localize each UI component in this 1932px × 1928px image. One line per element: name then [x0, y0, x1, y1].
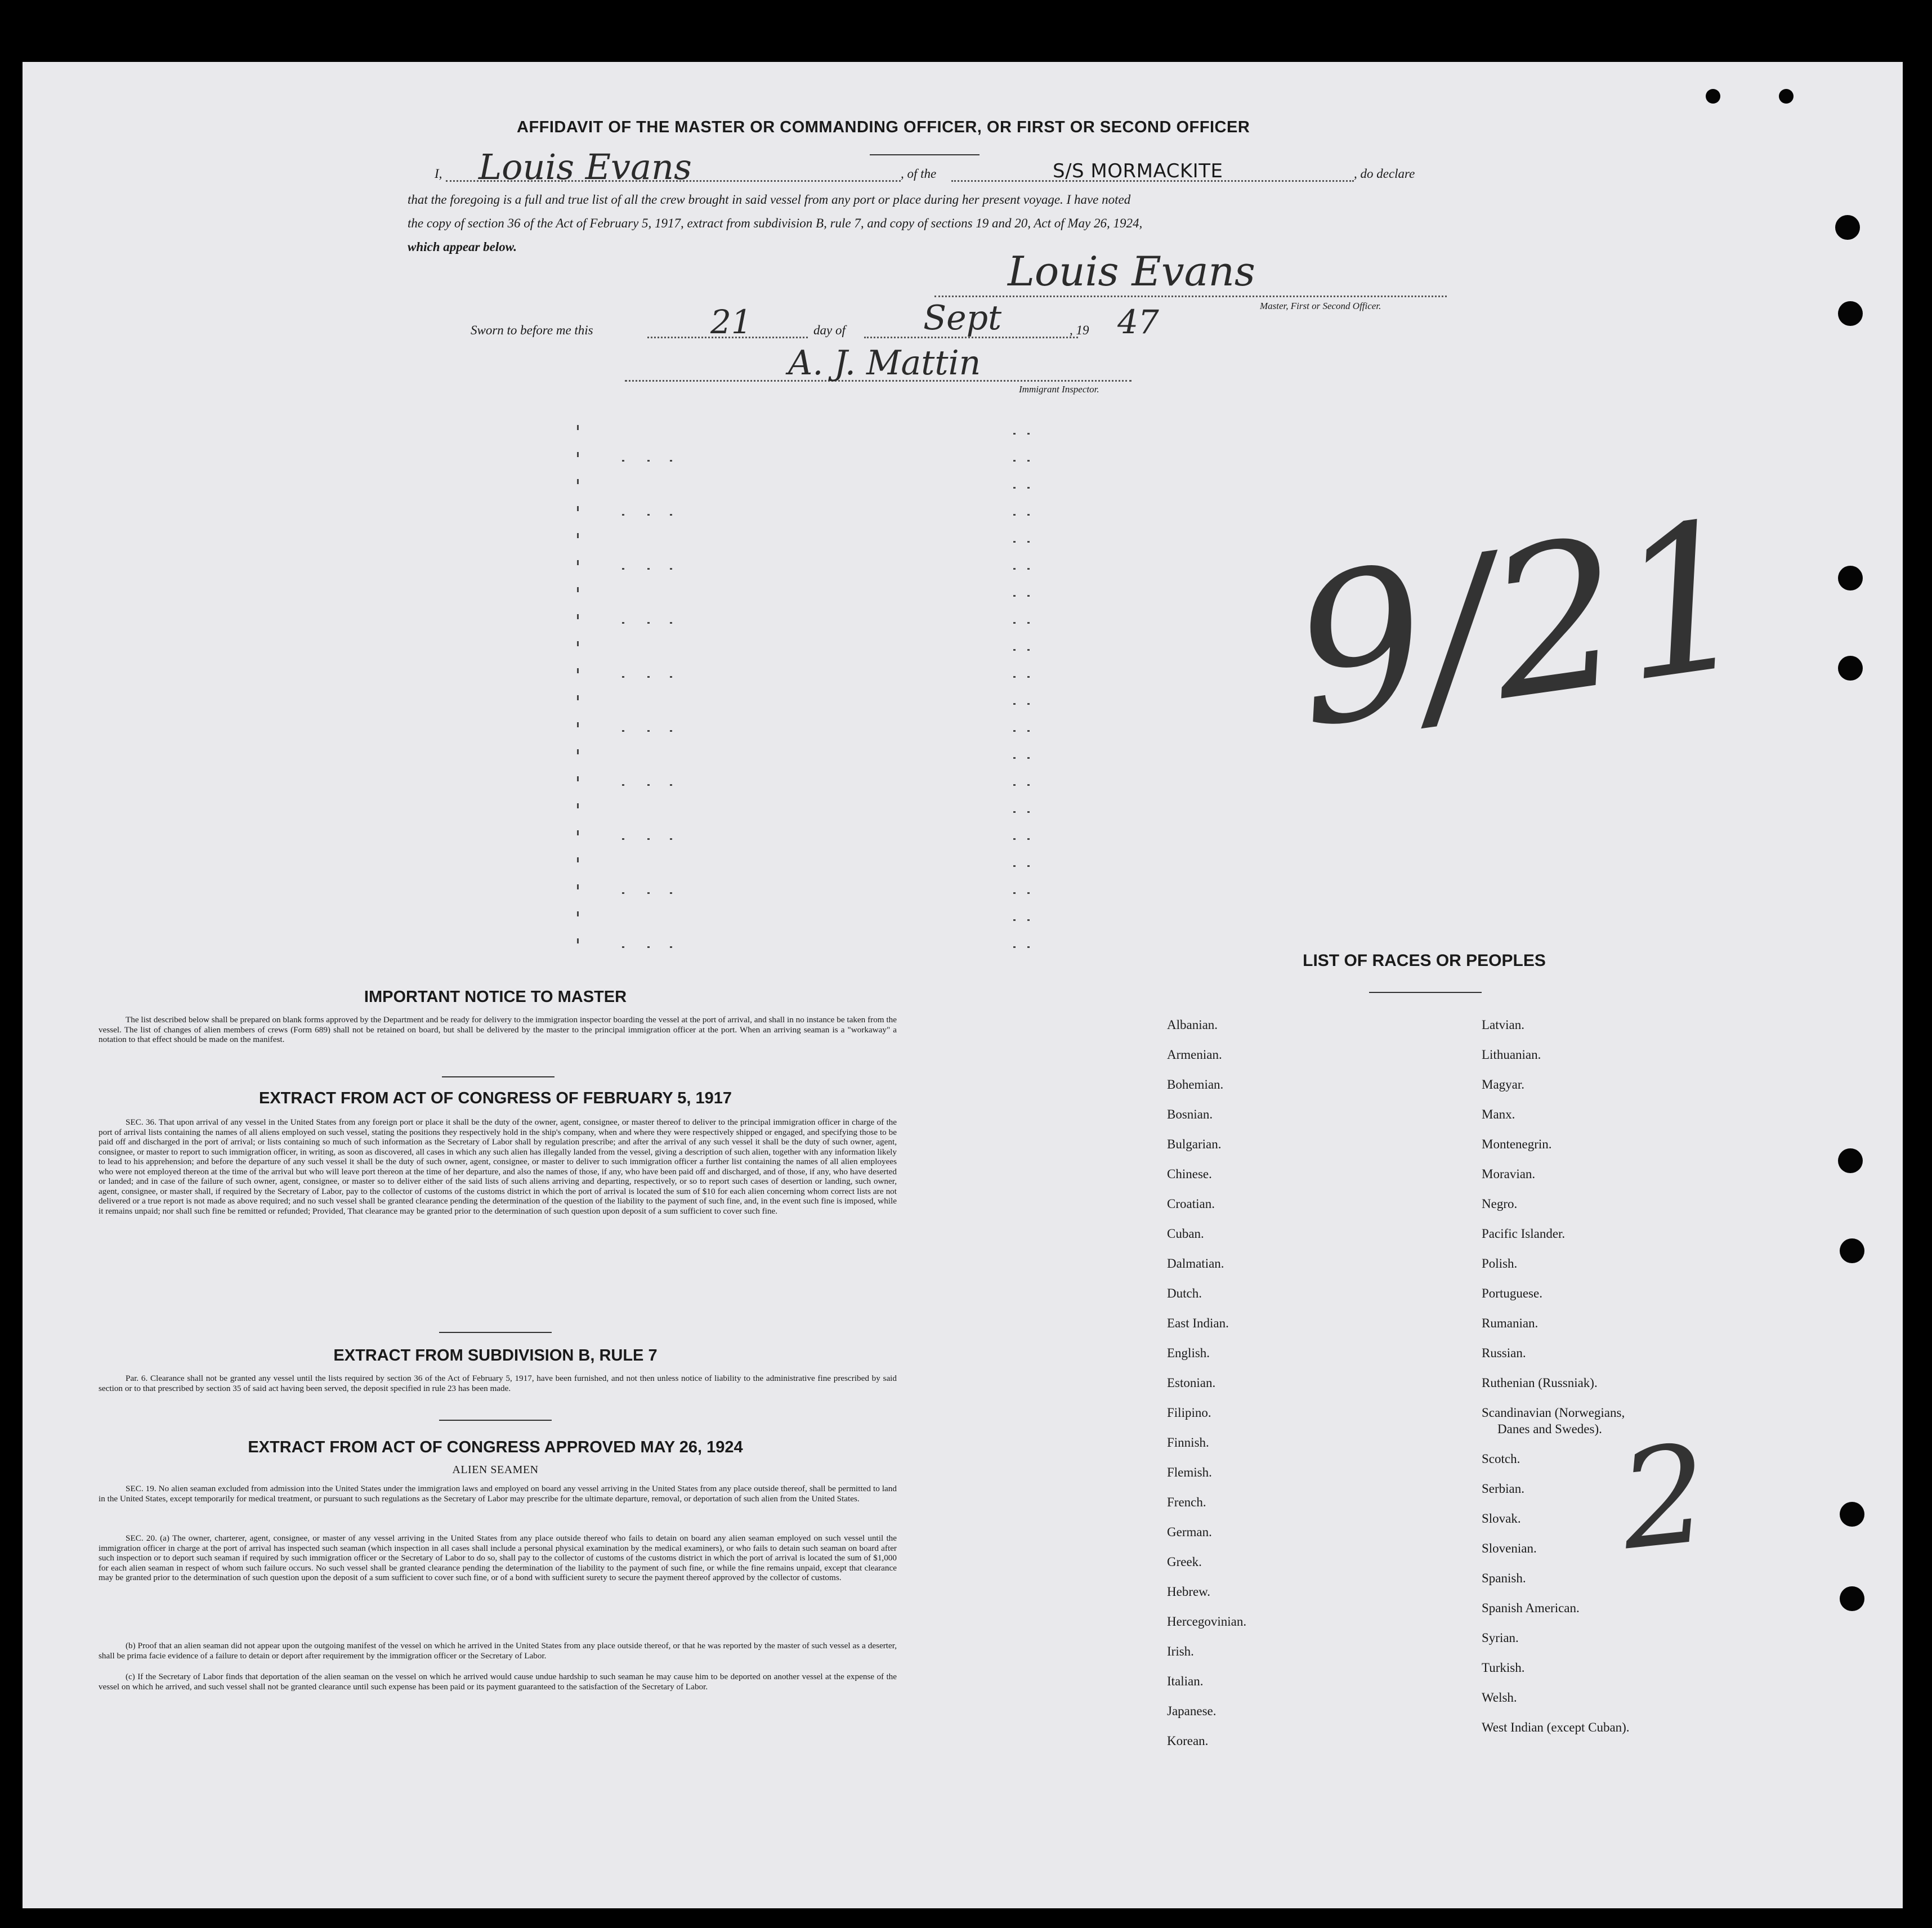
race-item: Welsh.	[1482, 1690, 1517, 1705]
ledger-tick	[577, 641, 579, 646]
ledger-tick	[577, 668, 579, 673]
race-item: Irish.	[1167, 1644, 1194, 1658]
race-item: Bohemian.	[1167, 1077, 1224, 1092]
declaration-line-2: the copy of section 36 of the Act of February 5, 1917, extract from subdivision B, rule 7, and copy of sections 19 and 20, Act of May 26, 1924,	[408, 216, 1143, 230]
ledger-dot	[647, 730, 650, 732]
i-label: I,	[435, 167, 442, 181]
ledger-dot	[1027, 784, 1030, 786]
sworn-label: Sworn to before me this	[471, 323, 593, 337]
ledger-tick	[577, 479, 579, 484]
race-item: Montenegrin.	[1482, 1137, 1552, 1151]
handwritten-check-mark: 2	[1613, 1414, 1715, 1581]
race-item: Slovak.	[1482, 1511, 1521, 1526]
race-item: East Indian.	[1167, 1316, 1229, 1330]
race-item: Finnish.	[1167, 1435, 1209, 1450]
race-item: Spanish American.	[1482, 1601, 1580, 1615]
race-item: Polish.	[1482, 1256, 1518, 1271]
race-item: English.	[1167, 1346, 1210, 1360]
extract-1924-sec20b: (b) Proof that an alien seaman did not appear upon the outgoing manifest of the vessel on which he arrived in the United States from any place outside thereof, or that he was reported by the master of such vessel as a deserter, shall be prima facie evidence of a failure to detain or deport after requirement by the immigration officer or the Secretary of Labor.	[99, 1641, 897, 1661]
race-item: Greek.	[1167, 1555, 1202, 1569]
ledger-dot	[670, 568, 672, 570]
ledger-dot	[622, 568, 624, 570]
race-item: Bulgarian.	[1167, 1137, 1222, 1151]
ledger-dot	[1013, 541, 1016, 543]
race-item: Rumanian.	[1482, 1316, 1539, 1330]
ledger-dot	[647, 568, 650, 570]
extract-1917-heading: EXTRACT FROM ACT OF CONGRESS OF FEBRUARY 5, 1917	[258, 1089, 732, 1107]
declaration-line-3: which appear below.	[408, 240, 517, 254]
day-of-label: day of	[813, 323, 846, 337]
ledger-tick	[577, 938, 579, 943]
race-item: Italian.	[1167, 1674, 1204, 1688]
punch-hole	[1838, 566, 1863, 591]
ledger-tick	[577, 695, 579, 700]
ledger-dot	[1027, 946, 1030, 948]
ledger-dot	[1027, 460, 1030, 462]
ledger-dot	[1013, 433, 1016, 435]
punch-hole	[1779, 89, 1794, 104]
ledger-dot	[647, 460, 650, 462]
ledger-dot	[1013, 568, 1016, 570]
race-item: West Indian (except Cuban).	[1482, 1720, 1630, 1734]
race-item: French.	[1167, 1495, 1206, 1509]
ledger-dot	[1013, 838, 1016, 840]
do-declare-label: , do declare	[1354, 167, 1415, 181]
ledger-tick	[577, 911, 579, 916]
race-item: Lithuanian.	[1482, 1048, 1541, 1062]
ledger-dot	[622, 622, 624, 624]
ledger-dot	[1013, 514, 1016, 516]
race-item: Serbian.	[1482, 1482, 1525, 1496]
vessel-name: S/S MORMACKITE	[1053, 160, 1223, 182]
race-item: Turkish.	[1482, 1661, 1525, 1675]
ledger-dot	[622, 784, 624, 786]
ledger-dot	[1013, 892, 1016, 894]
race-item: Syrian.	[1482, 1631, 1519, 1645]
ledger-dot	[670, 514, 672, 516]
notice-body: The list described below shall be prepared on blank forms approved by the Department and be ready for delivery to the immigration inspector boarding the vessel at the port of arrival, and shall in no instance be taken from the vessel. The list of changes of alien members of crews (Form 689) shall not be retained on board, but shall be delivered by the master to the principal immigration officer at the port. When an arriving seaman is a "workaway" a notation to that effect should be made on the manifest.	[99, 1015, 897, 1044]
section-rule	[439, 1420, 552, 1421]
ledger-dot	[1027, 865, 1030, 867]
ledger-dot	[1027, 595, 1030, 597]
ledger-tick	[577, 803, 579, 808]
punch-hole	[1706, 89, 1720, 104]
ledger-dot	[1013, 487, 1016, 489]
inspector-caption: Immigrant Inspector.	[1019, 384, 1099, 395]
title-rule	[870, 154, 980, 155]
punch-hole	[1840, 1238, 1864, 1263]
race-item: Dutch.	[1167, 1286, 1202, 1300]
ledger-dot	[1013, 622, 1016, 624]
race-item: Magyar.	[1482, 1077, 1525, 1092]
ledger-dot	[647, 838, 650, 840]
punch-hole	[1838, 301, 1863, 326]
ledger-dot	[670, 676, 672, 678]
race-item: Pacific Islander.	[1482, 1227, 1566, 1241]
ledger-dot	[1013, 649, 1016, 651]
race-item: Flemish.	[1167, 1465, 1212, 1479]
ledger-dot	[622, 892, 624, 894]
race-item: Croatian.	[1167, 1197, 1215, 1211]
race-item: Filipino.	[1167, 1406, 1211, 1420]
affidavit-title: AFFIDAVIT OF THE MASTER OR COMMANDING OFFICER, OR FIRST OR SECOND OFFICER	[517, 118, 1250, 136]
handwritten-date-mark: 9/21	[1280, 476, 1764, 773]
ledger-tick	[577, 560, 579, 565]
extract-rule7-heading: EXTRACT FROM SUBDIVISION B, RULE 7	[333, 1347, 658, 1365]
ledger-dot	[1013, 730, 1016, 732]
ledger-dot	[1027, 568, 1030, 570]
ledger-tick	[577, 749, 579, 754]
ledger-dot	[1027, 487, 1030, 489]
race-item: Albanian.	[1167, 1018, 1218, 1032]
race-item: Spanish.	[1482, 1571, 1526, 1585]
ledger-dot	[1027, 703, 1030, 705]
year-prefix: , 19	[1070, 323, 1089, 337]
ledger-dot	[1027, 541, 1030, 543]
punch-hole	[1840, 1502, 1864, 1527]
ledger-dot	[1027, 514, 1030, 516]
race-item: Dalmatian.	[1167, 1256, 1224, 1271]
ledger-tick	[577, 425, 579, 430]
ledger-dot	[1013, 784, 1016, 786]
ledger-dot	[1013, 946, 1016, 948]
races-heading: LIST OF RACES OR PEOPLES	[1303, 951, 1546, 970]
master-name-handwritten: Louis Evans	[478, 146, 692, 187]
ledger-dot	[670, 946, 672, 948]
extract-1924-heading: EXTRACT FROM ACT OF CONGRESS APPROVED MAY 26, 1924	[248, 1438, 743, 1456]
ledger-dot	[1027, 730, 1030, 732]
notice-heading: IMPORTANT NOTICE TO MASTER	[364, 988, 627, 1006]
race-item: Portuguese.	[1482, 1286, 1542, 1300]
race-item: Latvian.	[1482, 1018, 1524, 1032]
race-item: Japanese.	[1167, 1704, 1217, 1718]
ledger-dot	[670, 730, 672, 732]
ledger-tick	[577, 533, 579, 538]
inspector-signature: A. J. Mattin	[788, 343, 981, 383]
master-signature: Louis Evans	[1008, 248, 1255, 295]
race-item: Hebrew.	[1167, 1585, 1211, 1599]
ledger-dot	[1013, 919, 1016, 921]
ledger-dot	[1027, 622, 1030, 624]
race-item: Korean.	[1167, 1734, 1209, 1748]
race-item: Scandinavian (Norwegians,	[1482, 1406, 1625, 1420]
punch-hole	[1835, 215, 1860, 240]
ledger-dot	[622, 460, 624, 462]
ledger-dot	[670, 622, 672, 624]
ledger-tick	[577, 452, 579, 457]
ledger-dot	[1027, 433, 1030, 435]
ledger-dot	[647, 946, 650, 948]
ledger-dot	[1027, 676, 1030, 678]
races-rule	[1369, 992, 1482, 993]
ledger-tick	[577, 614, 579, 619]
extract-1924-sec20a: SEC. 20. (a) The owner, charterer, agent, consignee, or master of any vessel arriving in the United States from any place outside thereof who fails to detain on board any alien seaman employed on such vessel until the immigration officer in charge at the port of arrival has inspected such seaman (which inspection in all cases shall include a personal physical examination by the medical examiners), or who fails to detain such seaman on board after such inspection or to deport such seaman if required by such immigration officer or the Secretary of Labor to do so, shall pay to the collector of customs of the customs district in which the port of arrival is located the sum of $1,000 for each alien seaman in respect of whom such failure occurs. No such vessel shall be granted clearance pending the determination of the liability to the payment of such fine, or while the fine remains unpaid, except that clearance may be granted prior to the determination of such question upon the deposit of a sum sufficient to cover such fine, or of a bond with sufficient surety to secure the payment thereof approved by the collector of customs.	[99, 1533, 897, 1582]
ledger-dot	[647, 784, 650, 786]
punch-hole	[1838, 656, 1863, 681]
race-item: Manx.	[1482, 1107, 1515, 1121]
race-item: Cuban.	[1167, 1227, 1204, 1241]
ledger-tick	[577, 722, 579, 727]
ledger-dot	[622, 514, 624, 516]
alien-seamen-subheading: ALIEN SEAMEN	[452, 1464, 539, 1476]
master-caption: Master, First or Second Officer.	[1260, 301, 1381, 311]
ledger-dot	[1013, 595, 1016, 597]
race-item: Bosnian.	[1167, 1107, 1213, 1121]
ledger-dot	[1013, 703, 1016, 705]
ledger-dot	[1027, 811, 1030, 813]
ledger-tick	[577, 857, 579, 862]
ledger-dot	[1027, 757, 1030, 759]
ledger-tick	[577, 830, 579, 835]
extract-rule7-body: Par. 6. Clearance shall not be granted any vessel until the lists required by section 36 of the Act of February 5, 1917, have been furnished, and not then unless notice of liability to the administrative fine prescribed by said section or to that prescribed by section 35 of said act having been served, the deposit specified in rule 23 has been made.	[99, 1374, 897, 1393]
race-item: Danes and Swedes).	[1497, 1422, 1602, 1436]
race-item: Slovenian.	[1482, 1541, 1537, 1555]
ledger-dot	[670, 892, 672, 894]
section-rule	[442, 1076, 554, 1077]
race-item: Hercegovinian.	[1167, 1614, 1247, 1629]
ledger-dot	[1027, 892, 1030, 894]
ledger-tick	[577, 587, 579, 592]
ledger-tick	[577, 884, 579, 889]
ledger-dot	[1013, 811, 1016, 813]
race-item: Scotch.	[1482, 1452, 1520, 1466]
ledger-dot	[1027, 838, 1030, 840]
race-item: Moravian.	[1482, 1167, 1536, 1181]
sworn-year: 47	[1117, 303, 1159, 341]
race-item: Armenian.	[1167, 1048, 1222, 1062]
ledger-dot	[647, 514, 650, 516]
signature-blank	[934, 296, 1447, 297]
punch-hole	[1838, 1148, 1863, 1173]
ledger-dot	[1027, 919, 1030, 921]
ledger-dot	[647, 892, 650, 894]
of-the-label: , of the	[901, 167, 937, 181]
ledger-dot	[622, 946, 624, 948]
declaration-line-1: that the foregoing is a full and true list of all the crew brought in said vessel from any port or place during her present voyage. I have noted	[408, 193, 1131, 207]
ledger-dot	[1027, 649, 1030, 651]
sworn-day: 21	[710, 303, 752, 341]
ledger-dot	[1013, 865, 1016, 867]
ledger-dot	[670, 460, 672, 462]
race-item: Ruthenian (Russniak).	[1482, 1376, 1598, 1390]
ledger-dot	[647, 676, 650, 678]
ledger-dot	[670, 784, 672, 786]
race-item: Negro.	[1482, 1197, 1518, 1211]
ledger-dot	[1013, 460, 1016, 462]
ledger-tick	[577, 776, 579, 781]
ledger-dot	[647, 622, 650, 624]
ledger-dot	[622, 730, 624, 732]
ledger-dot	[622, 838, 624, 840]
ledger-dot	[1013, 676, 1016, 678]
extract-1917-body: SEC. 36. That upon arrival of any vessel in the United States from any foreign port or place it shall be the duty of the owner, agent, consignee, or master thereof to deliver to the principal immigration officer in charge of the port of arrival lists containing the names of all aliens employed on such vessel, stating the positions they respectively hold in the ship's company, when and where they were respectively shipped or engaged, and specifying those to be paid off and discharged in the port of arrival; or lists containing so much of such information as the Secretary of Labor shall by regulation prescribe; and after the arrival of any such vessel it shall be the duty of such owner, agent, consignee, or master to report to such immigration officer, in writing, as soon as discovered, all cases in which any such alien has illegally landed from the vessel, giving a description of such alien, together with any information likely to lead to his apprehension; and before the departure of any such vessel it shall be the duty of such owner, agent, consignee, or master to deliver to such immigration officer a further list containing the names of all alien employees who were not employed thereon at the time of the arrival but who will leave port thereon at the time of her departure, and also the names of those, if any, who have been paid off and discharged, and of those, if any, who have deserted or landed; and in case of the failure of such owner, agent, consignee, or master so to deliver either of the said lists of such aliens arriving and departing, respectively, or so to report such cases of desertion or landing, such owner, agent, consignee, or master shall, if required by the Secretary of Labor, pay to the collector of customs of the customs district in which the port of arrival is located the sum of $10 for each alien concerning whom correct lists are not delivered or a true report is not made as above required; and no such vessel shall be granted clearance pending the determination of the question of the liability to the payment of such fine, and, in the event such fine is imposed, while it remains unpaid; nor shall such fine be remitted or refunded; Provided, That clearance may be granted prior to the determination of such question upon deposit of a sum sufficient to cover such fine.	[99, 1117, 897, 1216]
extract-1924-sec19: SEC. 19. No alien seaman excluded from admission into the United States under the immigration laws and employed on board any vessel arriving in the United States from any place outside thereof, shall be permitted to land in the United States, except temporarily for medical treatment, or pursuant to such regulations as the Secretary of Labor may prescribe for the ultimate departure, removal, or deportation of such alien from the United States.	[99, 1484, 897, 1504]
ledger-tick	[577, 506, 579, 511]
extract-1924-sec20c: (c) If the Secretary of Labor finds that deportation of the alien seaman on the vessel on which he arrived would cause undue hardship to such seaman he may cause him to be deported on another vessel at the expense of the vessel on which he arrived, and such vessel shall not be granted clearance until such expense has been paid or its payment guaranteed to the satisfaction of the Secretary of Labor.	[99, 1672, 897, 1692]
ledger-dot	[1013, 757, 1016, 759]
race-item: Estonian.	[1167, 1376, 1216, 1390]
race-item: Chinese.	[1167, 1167, 1212, 1181]
sworn-month: Sept	[923, 298, 1002, 338]
ledger-dot	[622, 676, 624, 678]
document-page	[23, 62, 1903, 1908]
race-item: Russian.	[1482, 1346, 1526, 1360]
section-rule	[439, 1332, 552, 1333]
punch-hole	[1840, 1586, 1864, 1611]
race-item: German.	[1167, 1525, 1212, 1539]
ledger-dot	[670, 838, 672, 840]
